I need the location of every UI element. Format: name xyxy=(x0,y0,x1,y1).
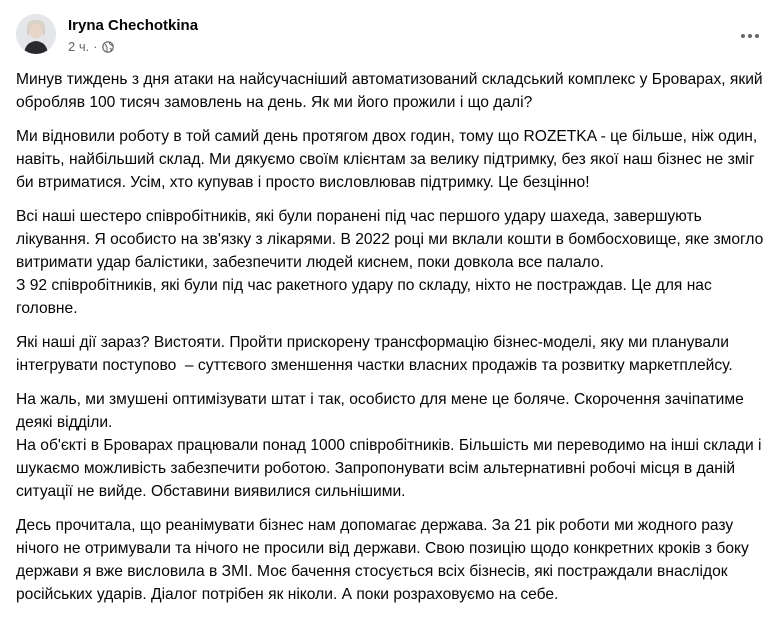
post-body xyxy=(16,68,768,617)
avatar[interactable] xyxy=(16,14,56,54)
post-timestamp[interactable]: 2 ч. xyxy=(68,39,90,54)
meta-separator: · xyxy=(93,39,98,54)
more-options-button[interactable] xyxy=(732,18,768,54)
post-header xyxy=(16,14,768,62)
post-paragraph: Минув тиждень з дня атаки на найсучасніший автоматизований складський комплекс у Броварах, який обробляв 100 тисяч замовлень на день. Як ми його прожили і що далі? xyxy=(16,71,767,111)
post-paragraph: На жаль, ми змушені оптимізувати штат і так, особисто для мене це боляче. Скорочення зачіпатиме деякі відділи. На об'єкті в Броварах працювали понад 1000 співробітників. Більшість ми переводимо на інші склади і шукаємо можливість забезпечити роботою. Запропонувати всім альтернативні робочі місця в даній ситуації не вийде. Обставини виявилися сильнішими. xyxy=(16,391,762,500)
globe-icon[interactable] xyxy=(102,41,114,53)
author-name[interactable]: Iryna Chechotkina xyxy=(68,17,199,34)
more-horizontal-icon xyxy=(741,34,759,38)
post-paragraph: Десь прочитала, що реанімувати бізнес нам допомагає держава. За 21 рік роботи ми жодного разу нічого не отримували та нічого не просили від держави. Свою позицію щодо конкретних кроків з боку держави я вже висловила в ЗМІ. Моє бачення стосується всіх бізнесів, які постраждали внаслідок російських ударів. Діалог потрібен як ніколи. А поки розраховуємо на себе. xyxy=(16,517,754,603)
post-paragraph: Всі наші шестеро співробітників, які були поранені під час першого удару шахеда, завершують лікування. Я особисто на зв'язку з лікарями. В 2022 році ми вклали кошти в бомбосховище, яке змогло витримати удар балістики, забезпечити людей киснем, поки довкола все палало. З 92 співробітників, які були під час ракетного удару по складу, ніхто не постраждав. Це для нас головне. xyxy=(16,208,764,317)
post-meta xyxy=(68,39,114,54)
post-paragraph: Ми відновили роботу в той самий день протягом двох годин, тому що ROZETKA - це більше, ніж один, навіть, найбільший склад. Ми дякуємо своїм клієнтам за велику підтримку, без якої наш бізнес не зміг би втриматися. Усім, хто купував і просто висловлював підтримку. Це безцінно! xyxy=(16,128,762,191)
post-paragraph: Які наші дії зараз? Вистояти. Пройти прискорену трансформацію бізнес-моделі, яку ми планували інтегрувати поступово – суттєвого зменшення частки власних продажів та розвитку маркетплейсу. xyxy=(16,334,734,374)
avatar-image xyxy=(16,14,56,54)
